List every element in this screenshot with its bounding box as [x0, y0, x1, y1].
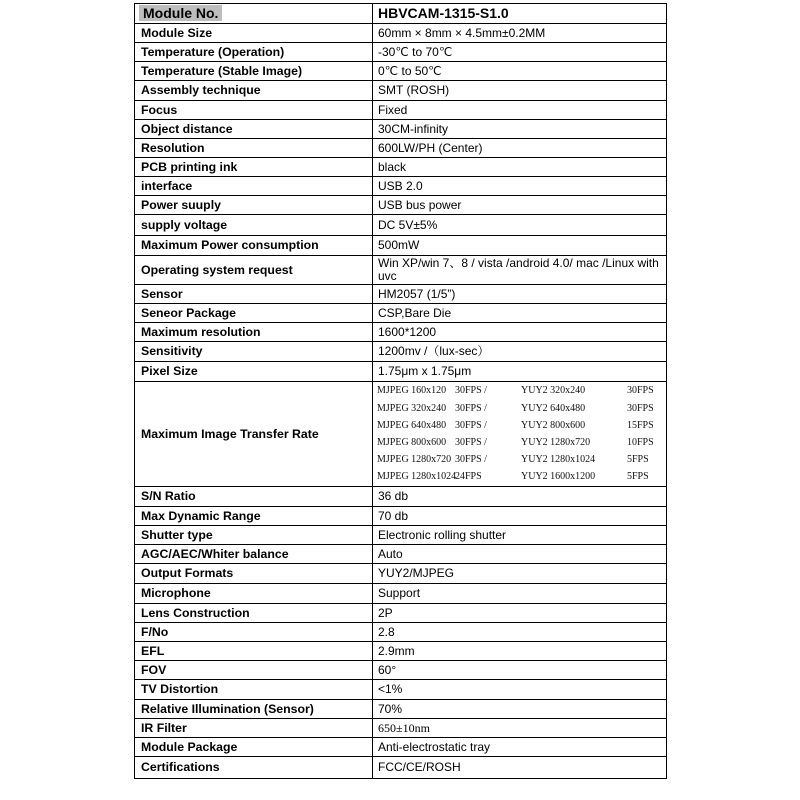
- table-row: [135, 139, 667, 158]
- spec-value: 2.9mm: [373, 642, 667, 661]
- spec-value: 1200mv /（lux-sec）: [373, 342, 667, 362]
- table-row: [135, 680, 667, 700]
- spec-label: Maximum Power consumption: [135, 236, 373, 256]
- spec-label: Sensitivity: [135, 342, 373, 362]
- spec-value: FCC/CE/ROSH: [373, 757, 667, 779]
- table-row: [135, 564, 667, 584]
- spec-label: Focus: [135, 101, 373, 120]
- spec-value: Electronic rolling shutter: [373, 526, 667, 545]
- transfer-rate-cell: MJPEG 1280x720: [377, 454, 452, 466]
- table-row: [135, 120, 667, 139]
- spec-value: 30CM-infinity: [373, 120, 667, 139]
- table-row: [135, 604, 667, 623]
- table-row: [135, 215, 667, 236]
- spec-value: 500mW: [373, 236, 667, 256]
- transfer-rate-cell: MJPEG 160x120: [377, 385, 447, 397]
- table-row: [135, 642, 667, 661]
- transfer-rate-line: [377, 468, 666, 485]
- spec-value: 70%: [373, 700, 667, 719]
- transfer-rate-cell: YUY2 640x480: [521, 402, 586, 414]
- spec-label: Module No.: [135, 4, 373, 24]
- spec-label: Assembly technique: [135, 81, 373, 101]
- transfer-rate-cell: YUY2 1280x1024: [521, 454, 596, 466]
- table-row: [135, 507, 667, 526]
- table-row: [135, 584, 667, 604]
- spec-label: Sensor: [135, 285, 373, 304]
- spec-value: 2P: [373, 604, 667, 623]
- spec-value: CSP,Bare Die: [373, 304, 667, 323]
- table-row: [135, 545, 667, 564]
- spec-label: Resolution: [135, 139, 373, 158]
- transfer-rate-cell: YUY2 1600x1200: [521, 471, 596, 483]
- spec-label: AGC/AEC/Whiter balance: [135, 545, 373, 564]
- spec-value: 600LW/PH (Center): [373, 139, 667, 158]
- spec-label: Operating system request: [135, 256, 373, 285]
- table-row: [135, 236, 667, 256]
- spec-label: Temperature (Stable Image): [135, 62, 373, 81]
- spec-label: IR Filter: [135, 719, 373, 738]
- spec-value: 60°: [373, 661, 667, 680]
- spec-value: HBVCAM-1315-S1.0: [373, 4, 667, 24]
- spec-label: Maximum Image Transfer Rate: [135, 382, 373, 487]
- spec-label: Module Package: [135, 738, 373, 757]
- table-row: [135, 342, 667, 362]
- table-row: [135, 362, 667, 382]
- table-row: [135, 158, 667, 177]
- spec-value: USB bus power: [373, 196, 667, 215]
- table-row: [135, 256, 667, 285]
- transfer-rate-line: [377, 434, 666, 451]
- spec-label: Object distance: [135, 120, 373, 139]
- transfer-rate-cell: MJPEG 800x600: [377, 437, 447, 448]
- table-row-transfer-rate: [135, 382, 667, 487]
- spec-value: 60mm × 8mm × 4.5mm±0.2MM: [373, 24, 667, 43]
- transfer-rate-cell: 5FPS: [627, 454, 649, 466]
- transfer-rate-cell: 30FPS: [627, 385, 654, 397]
- table-row: [135, 757, 667, 779]
- spec-value: SMT (ROSH): [373, 81, 667, 101]
- spec-value: Support: [373, 584, 667, 604]
- spec-value: 70 db: [373, 507, 667, 526]
- transfer-rate-line: [377, 400, 666, 417]
- spec-label: PCB printing ink: [135, 158, 373, 177]
- transfer-rate-cell: YUY2 1280x720: [521, 437, 591, 448]
- transfer-rate-cell: YUY2 320x240: [521, 385, 586, 397]
- spec-label: supply voltage: [135, 215, 373, 236]
- spec-label: Shutter type: [135, 526, 373, 545]
- table-row: [135, 304, 667, 323]
- table-row: [135, 323, 667, 342]
- spec-value: 650±10nm: [373, 719, 667, 738]
- spec-value: 1.75μm x 1.75μm: [373, 362, 667, 382]
- spec-value: Auto: [373, 545, 667, 564]
- table-row: [135, 719, 667, 738]
- spec-label: Output Formats: [135, 564, 373, 584]
- transfer-rate-cell: 30FPS /: [455, 385, 487, 397]
- table-row-header: [135, 4, 667, 24]
- table-row: [135, 177, 667, 196]
- spec-label: FOV: [135, 661, 373, 680]
- spec-value: 0℃ to 50℃: [373, 62, 667, 81]
- spec-table: [134, 3, 667, 779]
- transfer-rate-list: [373, 382, 667, 487]
- spec-value: 1600*1200: [373, 323, 667, 342]
- spec-label: F/No: [135, 623, 373, 642]
- spec-label: TV Distortion: [135, 680, 373, 700]
- transfer-rate-cell: MJPEG 1280x1024: [377, 471, 457, 483]
- spec-label: Pixel Size: [135, 362, 373, 382]
- spec-value: Fixed: [373, 101, 667, 120]
- transfer-rate-cell: 10FPS: [627, 437, 654, 448]
- table-row: [135, 487, 667, 507]
- spec-label: Relative Illumination (Sensor): [135, 700, 373, 719]
- table-row: [135, 526, 667, 545]
- table-row: [135, 285, 667, 304]
- spec-label: S/N Ratio: [135, 487, 373, 507]
- spec-label: interface: [135, 177, 373, 196]
- table-row: [135, 661, 667, 680]
- spec-label: Lens Construction: [135, 604, 373, 623]
- spec-label: EFL: [135, 642, 373, 661]
- spec-value: USB 2.0: [373, 177, 667, 196]
- spec-value: 2.8: [373, 623, 667, 642]
- transfer-rate-cell: 30FPS /: [455, 402, 487, 414]
- spec-label: Temperature (Operation): [135, 43, 373, 62]
- transfer-rate-cell: 30FPS /: [455, 437, 487, 448]
- transfer-rate-cell: 30FPS /: [455, 454, 487, 466]
- spec-label: Power suuply: [135, 196, 373, 215]
- spec-value: 36 db: [373, 487, 667, 507]
- spec-label: Microphone: [135, 584, 373, 604]
- spec-value: HM2057 (1/5”): [373, 285, 667, 304]
- transfer-rate-cell: MJPEG 320x240: [377, 402, 447, 414]
- table-row: [135, 738, 667, 757]
- transfer-rate-line: [377, 417, 666, 434]
- transfer-rate-cell: 5FPS: [627, 471, 649, 483]
- transfer-rate-cell: YUY2 800x600: [521, 419, 586, 431]
- spec-label: Module Size: [135, 24, 373, 43]
- spec-value: Win XP/win 7、8 / vista /android 4.0/ mac /Linux with uvc: [373, 256, 667, 285]
- spec-label: Max Dynamic Range: [135, 507, 373, 526]
- table-row: [135, 81, 667, 101]
- spec-value: DC 5V±5%: [373, 215, 667, 236]
- transfer-rate-cell: 30FPS: [627, 402, 654, 414]
- spec-label: Seneor Package: [135, 304, 373, 323]
- transfer-rate-line: [377, 382, 666, 399]
- transfer-rate-cell: 24FPS: [455, 471, 482, 483]
- transfer-rate-line: [377, 451, 666, 468]
- table-row: [135, 24, 667, 43]
- spec-value: Anti-electrostatic tray: [373, 738, 667, 757]
- spec-value: <1%: [373, 680, 667, 700]
- transfer-rate-cell: MJPEG 640x480: [377, 419, 447, 431]
- transfer-rate-cell: 15FPS: [627, 419, 654, 431]
- spec-value: black: [373, 158, 667, 177]
- spec-label: Certifications: [135, 757, 373, 779]
- spec-value: -30℃ to 70℃: [373, 43, 667, 62]
- transfer-rate-cell: 30FPS /: [455, 419, 487, 431]
- spec-value: YUY2/MJPEG: [373, 564, 667, 584]
- spec-label: Maximum resolution: [135, 323, 373, 342]
- table-row: [135, 101, 667, 120]
- table-row: [135, 623, 667, 642]
- table-row: [135, 196, 667, 215]
- table-row: [135, 700, 667, 719]
- table-row: [135, 43, 667, 62]
- table-row: [135, 62, 667, 81]
